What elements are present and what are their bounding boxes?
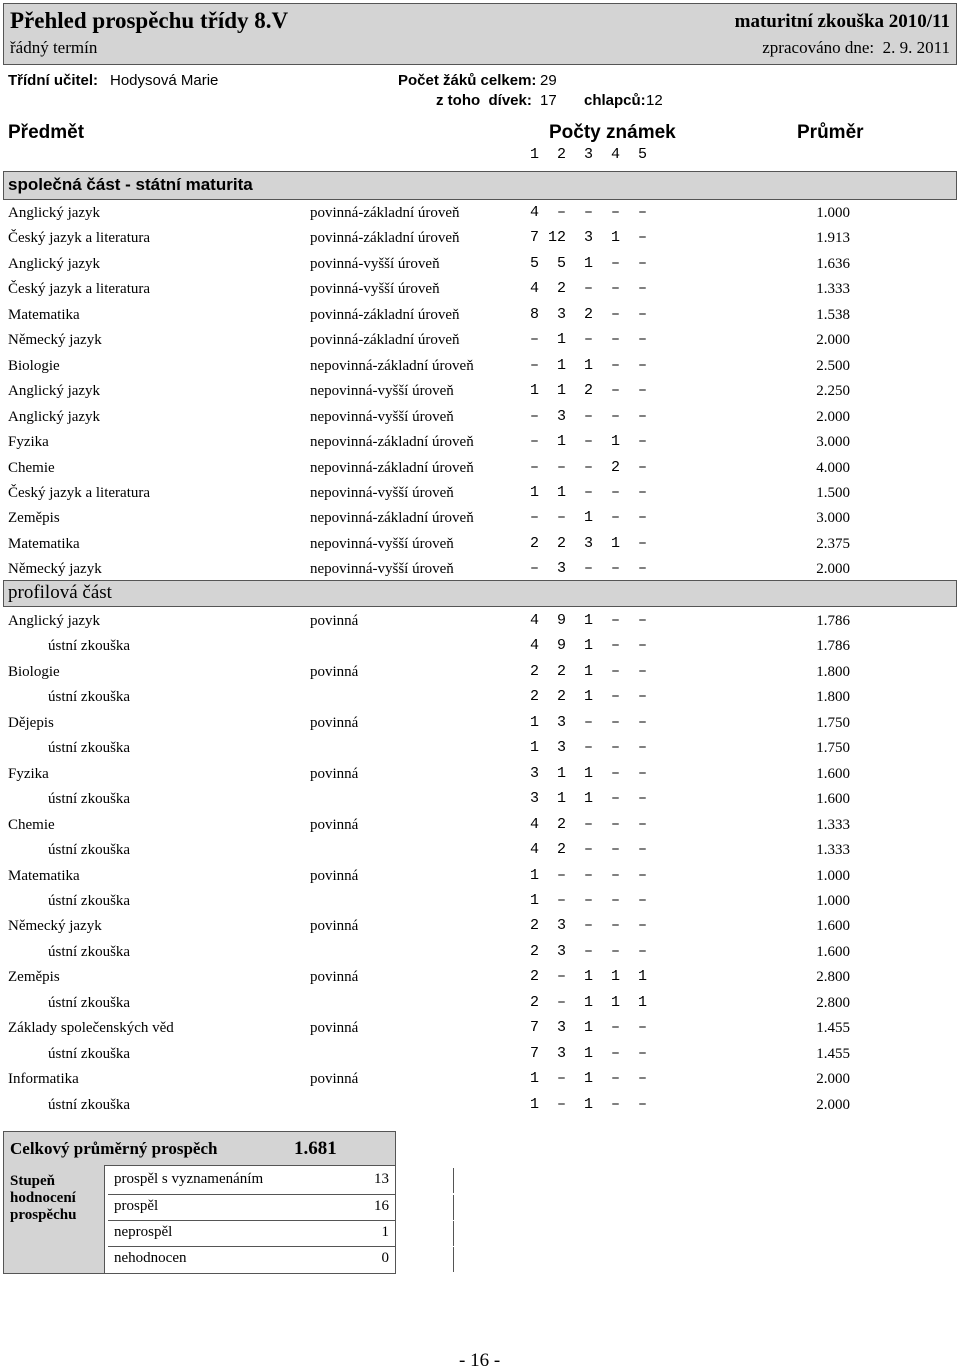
subject-row <box>0 916 960 940</box>
subject-name: Anglický jazyk <box>8 255 101 272</box>
grade-average: 2.000 <box>816 561 850 578</box>
subject-name: Anglický jazyk <box>8 383 101 400</box>
grade-average: 2.800 <box>816 969 850 986</box>
exam-type: povinná-základní úroveň <box>310 306 460 323</box>
subject-name: Anglický jazyk <box>8 408 101 425</box>
exam-type: nepovinná-vyšší úroveň <box>310 535 454 552</box>
oral-exam-row <box>0 738 960 762</box>
grade-average: 1.786 <box>816 638 850 655</box>
summary-divider <box>453 1221 454 1246</box>
term-label: řádný termín <box>10 38 98 57</box>
grade-counts: 2 – 1 1 1 <box>530 968 648 986</box>
section-band-profile <box>3 580 957 607</box>
grade-average: 1.913 <box>816 230 850 247</box>
grade-counts: 7 3 1 – – <box>530 1019 648 1037</box>
grade-counts: 1 1 2 – – <box>530 382 648 400</box>
grade-counts: 4 9 1 – – <box>530 637 648 655</box>
grade-counts: 8 3 2 – – <box>530 305 648 323</box>
subject-name: Matematika <box>8 535 80 552</box>
grade-average: 1.455 <box>816 1020 850 1037</box>
grade-counts: 1 3 – – – <box>530 713 648 731</box>
header-box <box>3 3 957 65</box>
exam-type: povinná <box>310 765 359 782</box>
grade-counts: – 1 – – – <box>530 331 648 349</box>
grade-counts: 4 – – – – <box>530 204 648 221</box>
grade-counts: – – 1 – – <box>530 509 648 527</box>
summary-box <box>3 1131 396 1274</box>
exam-label: maturitní zkouška 2010/11 <box>734 11 950 32</box>
subject-row <box>0 1069 960 1093</box>
subject-row <box>0 203 960 227</box>
grade-counts: 3 1 1 – – <box>530 790 648 808</box>
exam-type: povinná <box>310 613 359 629</box>
teacher-label: Třídní učitel: <box>8 72 98 89</box>
grade-counts: – 3 – – – <box>530 560 648 578</box>
exam-type: povinná <box>310 1020 359 1037</box>
grade-average: 1.333 <box>816 281 850 298</box>
exam-type: nepovinná-základní úroveň <box>310 357 474 374</box>
overall-value: 1.681 <box>294 1138 337 1159</box>
subject-name: Český jazyk a literatura <box>8 484 151 501</box>
subject-name: ústní zkouška <box>48 892 131 909</box>
grade-category-label: Stupeň hodnocení prospěchu <box>10 1173 77 1223</box>
column-subject: Předmět <box>8 122 85 143</box>
subject-row <box>0 432 960 456</box>
oral-exam-row <box>0 1044 960 1068</box>
subject-name: ústní zkouška <box>48 689 131 706</box>
oral-exam-row <box>0 942 960 966</box>
subject-row <box>0 508 960 532</box>
exam-type: nepovinná-základní úroveň <box>310 459 474 476</box>
summary-value: 1 <box>381 1224 389 1240</box>
grade-counts: 4 2 – – – <box>530 280 648 298</box>
section-band-common <box>3 171 957 200</box>
grade-average: 1.333 <box>816 816 850 833</box>
grade-counts: 4 2 – – – <box>530 815 648 833</box>
students-count: 29 <box>540 72 557 89</box>
grade-counts: 2 2 1 – – <box>530 662 648 680</box>
grade-counts: – 3 – – – <box>530 407 648 425</box>
overall-label: Celkový průměrný prospěch <box>10 1139 218 1158</box>
grade-counts: – – – 2 – <box>530 458 648 476</box>
girls-count: 17 <box>540 92 557 109</box>
subject-row <box>0 407 960 431</box>
column-average: Průměr <box>797 122 864 143</box>
summary-value: 16 <box>374 1198 389 1214</box>
grade-average: 1.000 <box>816 892 850 909</box>
subject-name: Německý jazyk <box>8 332 102 349</box>
subject-name: Český jazyk a literatura <box>8 281 151 298</box>
grade-counts: 1 – 1 – – <box>530 1095 648 1113</box>
summary-divider <box>453 1168 454 1193</box>
grade-counts: 1 – – – – <box>530 891 648 909</box>
grade-average: 4.000 <box>816 459 850 476</box>
subject-name: ústní zkouška <box>48 791 131 808</box>
grade-average: 1.538 <box>816 306 850 323</box>
grade-counts: 7 12 3 1 – <box>530 229 648 247</box>
grade-average: 1.333 <box>816 842 850 859</box>
subject-row <box>0 381 960 405</box>
grade-counts: 4 9 1 – – <box>530 612 648 629</box>
grade-counts: 1 1 – – – <box>530 483 648 501</box>
summary-row <box>108 1194 395 1220</box>
summary-row <box>108 1246 395 1272</box>
summary-value: 13 <box>374 1171 389 1187</box>
exam-type: nepovinná-vyšší úroveň <box>310 484 454 501</box>
subject-name: ústní zkouška <box>48 1045 131 1062</box>
subject-name: Zeměpis <box>8 510 60 527</box>
summary-row <box>108 1220 395 1246</box>
exam-type: povinná <box>310 918 359 935</box>
subject-name: Biologie <box>8 663 60 680</box>
subject-row <box>0 1018 960 1042</box>
grade-average: 2.500 <box>816 357 850 374</box>
subject-name: ústní zkouška <box>48 943 131 960</box>
exam-type: povinná-základní úroveň <box>310 205 460 221</box>
section-title: společná část - státní maturita <box>8 175 253 194</box>
subject-row <box>0 662 960 686</box>
subject-name: Informatika <box>8 1071 79 1088</box>
exam-type: nepovinná-vyšší úroveň <box>310 383 454 400</box>
exam-type: povinná <box>310 969 359 986</box>
grade-average: 1.800 <box>816 689 850 706</box>
subject-row <box>0 534 960 558</box>
ztoho-label: z toho dívek: <box>436 92 532 109</box>
summary-row <box>108 1168 395 1193</box>
exam-type: povinná-vyšší úroveň <box>310 255 440 272</box>
grade-counts: 2 3 – – – <box>530 917 648 935</box>
exam-type: povinná <box>310 1071 359 1088</box>
subject-name: Matematika <box>8 306 80 323</box>
subject-row <box>0 764 960 788</box>
grade-average: 1.800 <box>816 663 850 680</box>
summary-label: neprospěl <box>114 1224 173 1240</box>
subject-name: Německý jazyk <box>8 918 102 935</box>
subject-name: Matematika <box>8 867 80 884</box>
grade-average: 1.786 <box>816 613 850 629</box>
grade-average: 1.600 <box>816 918 850 935</box>
grade-average: 1.750 <box>816 714 850 731</box>
grade-counts: 4 2 – – – <box>530 841 648 859</box>
oral-exam-row <box>0 891 960 915</box>
grade-counts: 5 5 1 – – <box>530 254 648 272</box>
subject-row <box>0 305 960 329</box>
grade-average: 2.000 <box>816 332 850 349</box>
subject-name: Anglický jazyk <box>8 205 101 221</box>
page-title: Přehled prospěchu třídy 8.V <box>10 8 289 33</box>
grade-counts: – 1 1 – – <box>530 356 648 374</box>
subject-name: ústní zkouška <box>48 740 131 757</box>
grade-average: 3.000 <box>816 510 850 527</box>
subject-row <box>0 611 960 635</box>
grade-counts: 2 – 1 1 1 <box>530 993 648 1011</box>
exam-type: povinná <box>310 663 359 680</box>
grade-scale: 1 2 3 4 5 <box>530 146 648 163</box>
grade-counts: 1 3 – – – <box>530 739 648 757</box>
summary-label: prospěl s vyznamenáním <box>114 1171 264 1187</box>
subject-row <box>0 483 960 507</box>
grade-average: 2.000 <box>816 1071 850 1088</box>
exam-type: nepovinná-vyšší úroveň <box>310 408 454 425</box>
oral-exam-row <box>0 687 960 711</box>
grade-counts: 2 2 1 – – <box>530 688 648 706</box>
exam-type: povinná <box>310 816 359 833</box>
processed-date: zpracováno dne: 2. 9. 2011 <box>762 38 950 57</box>
subject-name: Německý jazyk <box>8 561 102 578</box>
subject-row <box>0 458 960 482</box>
subject-name: Zeměpis <box>8 969 60 986</box>
grade-average: 1.600 <box>816 765 850 782</box>
subject-name: ústní zkouška <box>48 842 131 859</box>
exam-type: nepovinná-základní úroveň <box>310 434 474 451</box>
page-number: - 16 - <box>459 1350 501 1371</box>
section-title: profilová část <box>8 582 112 603</box>
subject-row <box>0 815 960 839</box>
grade-counts: – 1 – 1 – <box>530 433 648 451</box>
subject-name: Chemie <box>8 816 55 833</box>
grade-counts: 3 1 1 – – <box>530 764 648 782</box>
oral-exam-row <box>0 1095 960 1119</box>
grade-counts: 7 3 1 – – <box>530 1044 648 1062</box>
exam-type: povinná-základní úroveň <box>310 230 460 247</box>
subject-row <box>0 866 960 890</box>
summary-value: 0 <box>381 1250 389 1266</box>
subject-row <box>0 967 960 991</box>
boys-count: 12 <box>646 92 663 109</box>
grade-counts: 1 – – – – <box>530 866 648 884</box>
grade-counts: 2 3 – – – <box>530 942 648 960</box>
column-counts: Počty známek <box>549 122 676 143</box>
grade-counts: 1 – 1 – – <box>530 1070 648 1088</box>
subject-row <box>0 254 960 278</box>
grade-average: 3.000 <box>816 434 850 451</box>
subject-name: Biologie <box>8 357 60 374</box>
subject-name: Chemie <box>8 459 55 476</box>
grade-average: 2.000 <box>816 1096 850 1113</box>
teacher-name: Hodysová Marie <box>110 72 219 89</box>
subject-row <box>0 330 960 354</box>
grade-average: 1.000 <box>816 867 850 884</box>
grade-average: 1.750 <box>816 740 850 757</box>
grade-average: 1.455 <box>816 1045 850 1062</box>
boys-label: chlapců: <box>584 92 646 109</box>
subject-row <box>0 713 960 737</box>
oral-exam-row <box>0 993 960 1017</box>
summary-header <box>4 1132 395 1166</box>
subject-name: ústní zkouška <box>48 638 131 655</box>
grade-average: 2.375 <box>816 535 850 552</box>
summary-divider <box>453 1195 454 1220</box>
exam-type: nepovinná-vyšší úroveň <box>310 561 454 578</box>
summary-divider <box>453 1247 454 1272</box>
oral-exam-row <box>0 636 960 660</box>
grade-average: 1.500 <box>816 484 850 501</box>
grade-average: 1.600 <box>816 791 850 808</box>
grade-average: 2.000 <box>816 408 850 425</box>
students-label: Počet žáků celkem: <box>398 72 537 89</box>
grade-average: 2.250 <box>816 383 850 400</box>
subject-name: Český jazyk a literatura <box>8 230 151 247</box>
grade-counts: 2 2 3 1 – <box>530 534 648 552</box>
grade-average: 1.636 <box>816 255 850 272</box>
exam-type: povinná <box>310 714 359 731</box>
subject-name: Dějepis <box>8 714 54 731</box>
subject-name: Základy společenských věd <box>8 1020 174 1037</box>
summary-label: prospěl <box>114 1198 159 1214</box>
subject-name: ústní zkouška <box>48 994 131 1011</box>
oral-exam-row <box>0 789 960 813</box>
grade-average: 1.600 <box>816 943 850 960</box>
subject-row <box>0 356 960 380</box>
grade-average: 2.800 <box>816 994 850 1011</box>
exam-type: povinná <box>310 867 359 884</box>
subject-row <box>0 279 960 303</box>
exam-type: nepovinná-základní úroveň <box>310 510 474 527</box>
exam-type: povinná-základní úroveň <box>310 332 460 349</box>
subject-name: Fyzika <box>8 765 49 782</box>
subject-row <box>0 228 960 252</box>
subject-name: Fyzika <box>8 434 49 451</box>
grade-average: 1.000 <box>816 205 850 221</box>
subject-name: Anglický jazyk <box>8 613 101 629</box>
exam-type: povinná-vyšší úroveň <box>310 281 440 298</box>
grade-category-cell <box>4 1165 105 1273</box>
subject-name: ústní zkouška <box>48 1096 131 1113</box>
oral-exam-row <box>0 840 960 864</box>
summary-label: nehodnocen <box>114 1250 187 1266</box>
